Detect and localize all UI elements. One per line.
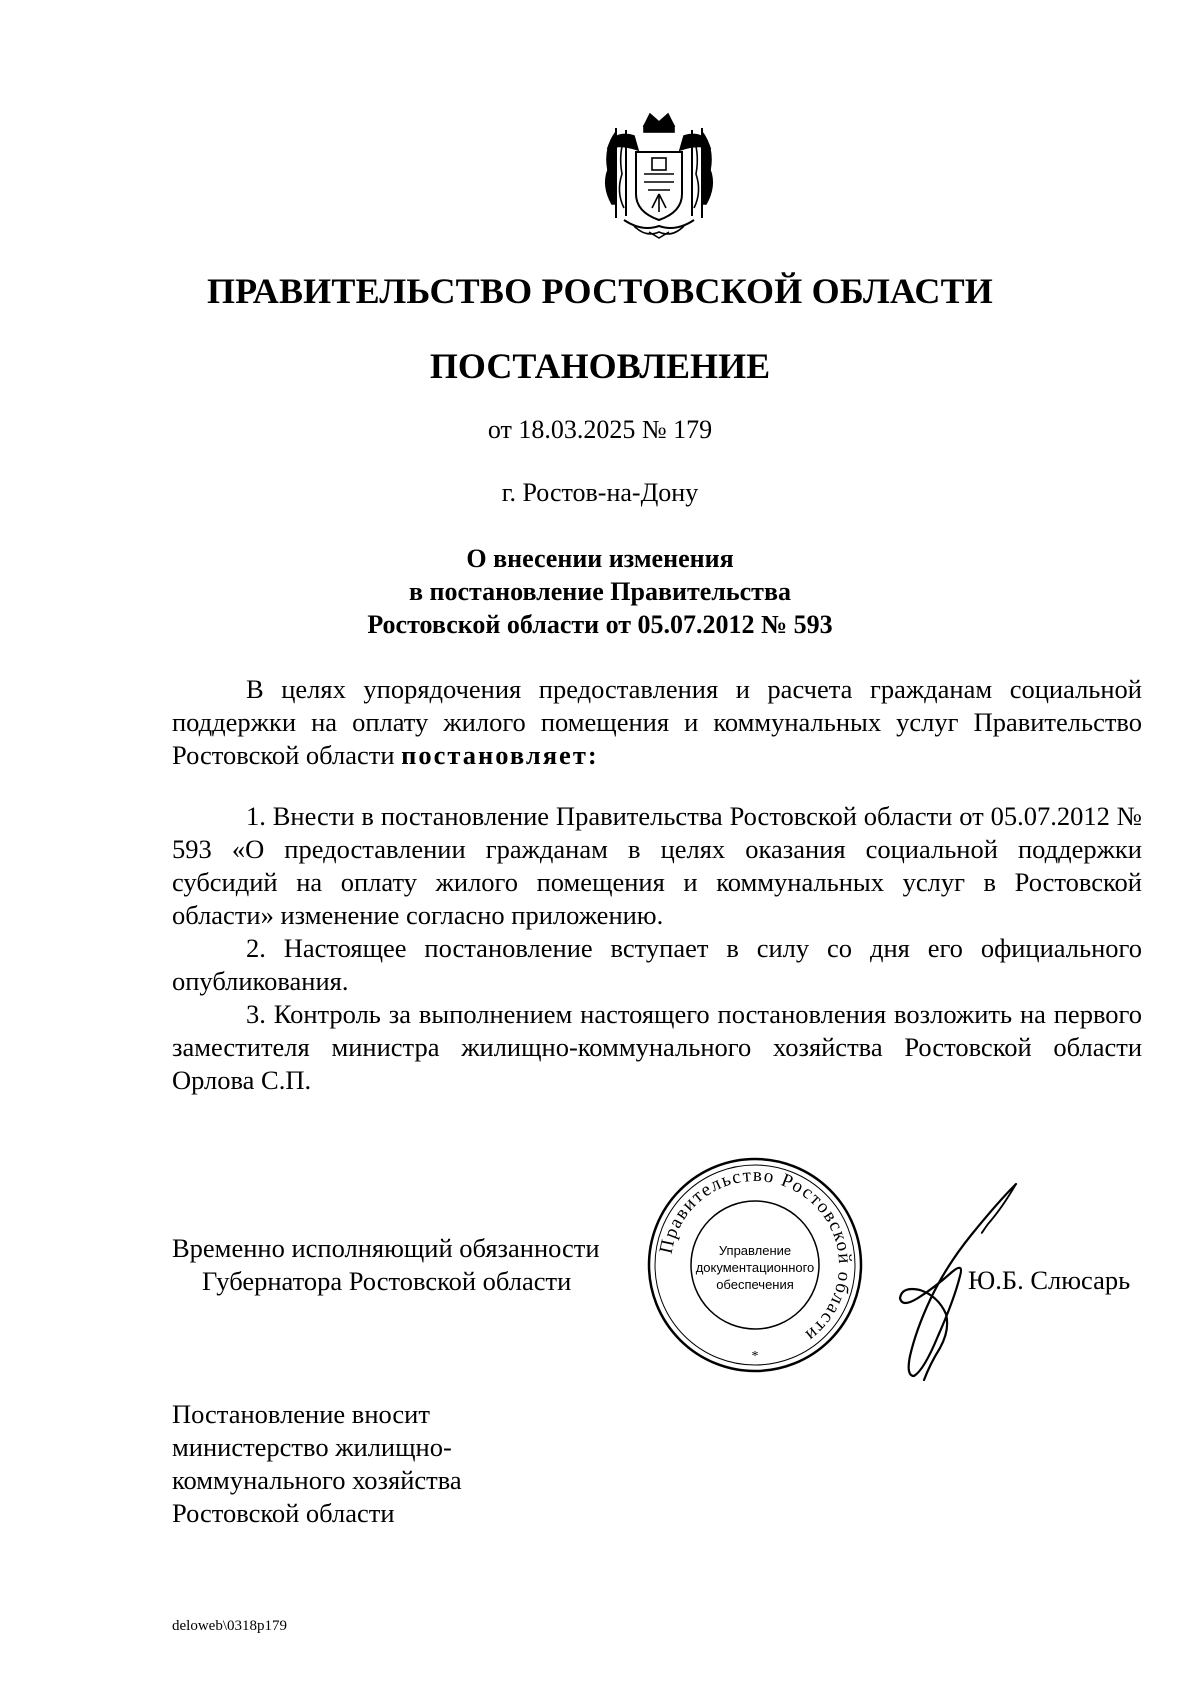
introducer-line: Ростовской области	[172, 1498, 395, 1528]
introducer-note	[172, 1398, 462, 1530]
stamp-inner-line: Управление	[718, 1243, 792, 1258]
resolution-item: 2. Настоящее постановление вступает в силу со дня его официального опубликования.	[172, 933, 1142, 996]
signatory-name: Ю.Б. Слюсарь	[968, 1265, 1131, 1295]
coat-of-arms-icon	[594, 108, 724, 240]
file-reference: deloweb\0318p179	[172, 1618, 287, 1634]
official-stamp	[645, 1155, 865, 1375]
svg-text:*: *	[751, 1349, 759, 1364]
resolution-items	[172, 800, 1142, 1097]
signatory-position	[172, 1232, 600, 1298]
introducer-line: Постановление вносит	[172, 1399, 430, 1429]
intro-text: В целях упорядочения предоставления и расчета гражданам социальной поддержки на оплату жилого помещения и коммунальных услуг Правительство Ростовской области	[172, 674, 1142, 770]
stamp-inner-line: документационного	[695, 1260, 815, 1275]
stamp-outer-text: Правительство Ростовской области	[655, 1164, 856, 1347]
intro-emphasis: постановляет:	[401, 740, 599, 770]
introducer-line: министерство жилищно-	[172, 1432, 452, 1462]
subject-line: в постановление Правительства	[408, 577, 791, 606]
stamp-inner-line: обеспечения	[716, 1277, 794, 1292]
date-number: от 18.03.2025 № 179	[487, 415, 713, 444]
government-title: ПРАВИТЕЛЬСТВО РОСТОВСКОЙ ОБЛАСТИ	[206, 271, 994, 311]
resolution-item: 1. Внести в постановление Правительства Ростовской области от 05.07.2012 № 593 «О предоставлении гражданам в целях оказания социальной поддержки субсидий на оплату жилого помещения и коммунальных услуг в Ростовской области» изменение согласно приложению.	[172, 801, 1142, 930]
resolution-item: 3. Контроль за выполнением настоящего постановления возложить на первого заместителя министра жилищно-коммунального хозяйства Ростовской области Орлова С.П.	[172, 999, 1142, 1095]
document-type-title: ПОСТАНОВЛЕНИЕ	[429, 346, 771, 386]
intro-paragraph	[172, 673, 1142, 772]
subject-line: О внесении изменения	[466, 544, 734, 573]
position-line: Временно исполняющий обязанности	[172, 1233, 600, 1263]
city: г. Ростов-на-Дону	[501, 478, 699, 507]
subject-line: Ростовской области от 05.07.2012 № 593	[367, 610, 833, 639]
position-line: Губернатора Ростовской области	[202, 1266, 572, 1296]
document-subject	[0, 542, 1200, 641]
introducer-line: коммунального хозяйства	[172, 1465, 462, 1495]
